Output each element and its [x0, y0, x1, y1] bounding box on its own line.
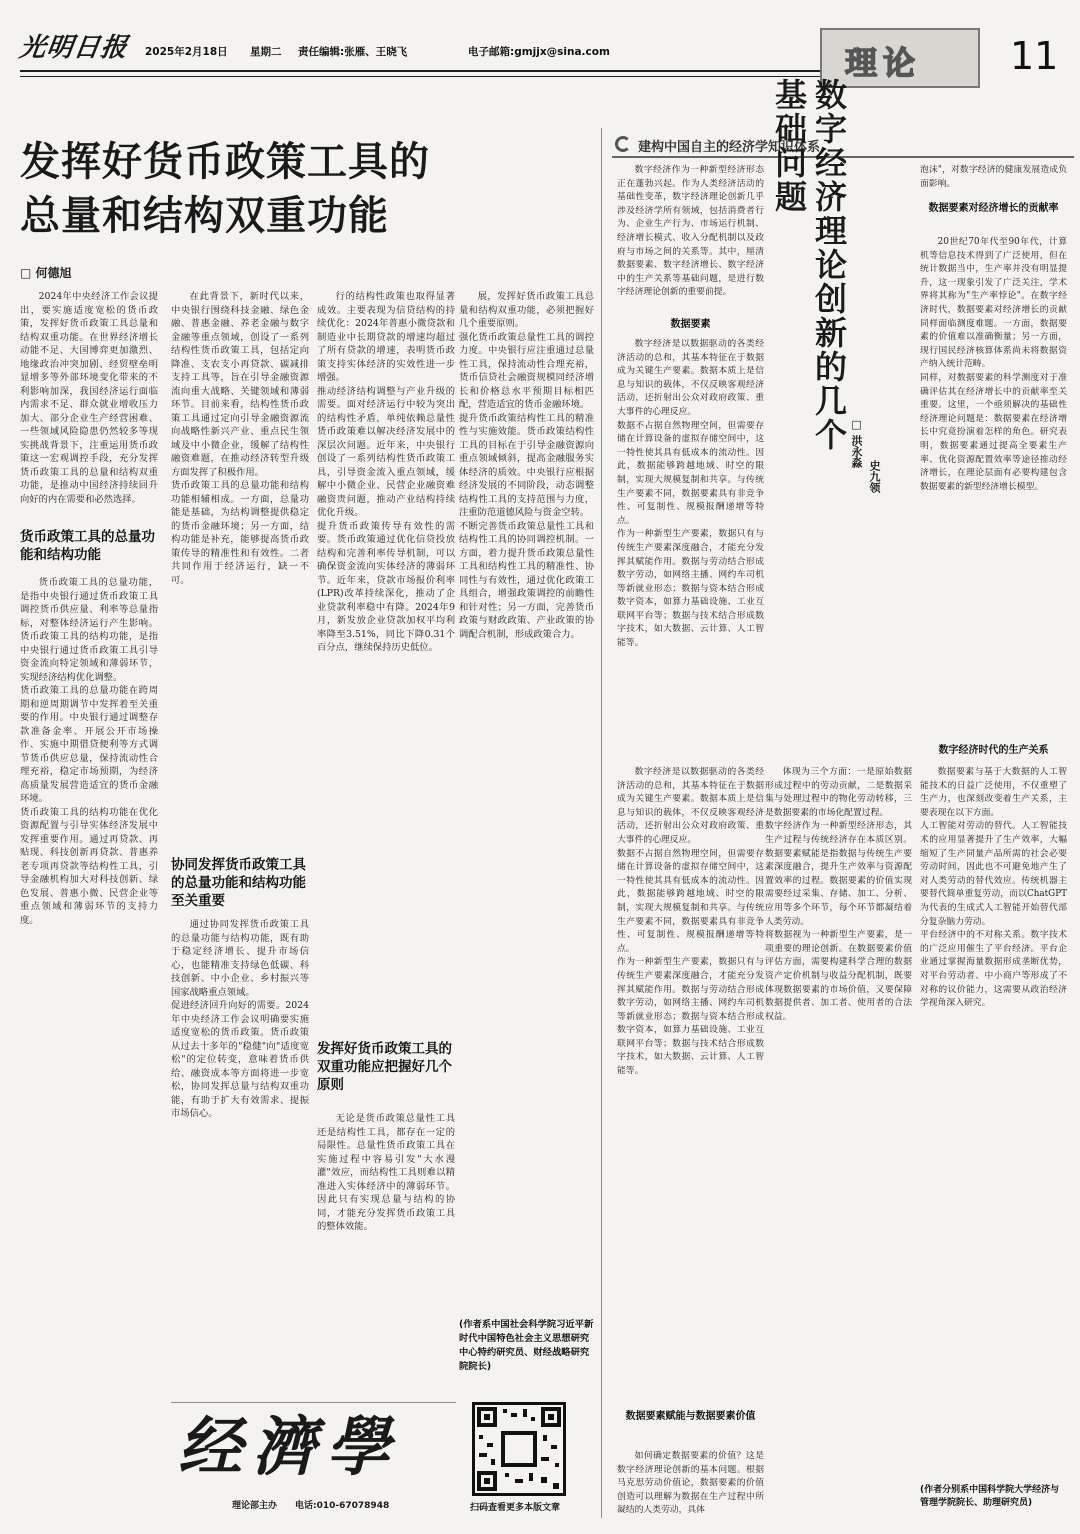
section-logo: 经濟學	[178, 1410, 400, 1485]
article-title-line2: 总量和结构双重功能	[20, 192, 389, 239]
right-subhead-3: 数字经济时代的生产关系	[938, 745, 1049, 756]
article-column-1b: 货币政策工具的总量功能，是指中央银行通过货币政策工具调控货币供应量、利率等总量指标，对整体经济运行产生影响。货币政策工具的结构功能，是指中央银行通过货币政策工具引导资金流向特定领域和薄弱环节，实现经济结构优化调整。 货币政策工具的总量功能在跨周期和逆周期调节中发挥着至关重要的作用。中央银行通过调整存款准备金率、开展公开市场操作、实施中期借贷便利等方式调节货币供应总量，保持流动性合理充裕，稳定市场预期，为经济高质量发展营造适宜的货币金融环境。 货币政策工具的结构功能在优化资源配置与引导实体经济发展中发挥重要作用。通过再贷款、再贴现、科技创新再贷款、普惠养老专项再贷款等结构性工具，引导金融机构加大对科技创新、绿色发展、普惠小微、民营企业等重点领域和薄弱环节的支持力度。	[20, 577, 158, 926]
author-credit: (作者系中国社会科学院习近平新时代中国特色社会主义思想研究中心特约研究员、财经战略研究院院长)	[459, 1319, 594, 1372]
right-article-title: 数字经济理论创新的几个基础问题	[770, 78, 848, 452]
right-column-2-top: 泡沫"，对数字经济的健康发展造成负面影响。	[920, 165, 1067, 189]
right-column-2b: 数据要素与基于大数据的人工智能技术的日益广泛使用，不仅重塑了生产力，也深刻改变着生产关系，主要表现在以下方面。 人工智能对劳动的替代。人工智能技术的应用显著提升了生产效率，大幅缩短了生产同量产品所需的社会必要劳动时间，因此也不可避免地产生了对人类劳动的替代效应。传统机器主要替代简单重复劳动，而以ChatGPT为代表的生成式人工智能开始替代部分复杂脑力劳动。 平台经济中的不对称关系。数字技术的广泛应用催生了平台经济。平台企业通过掌握海量数据形成垄断优势，对平台劳动者、中小商户等形成了不对称的议价能力，这需要从政治经济学视角深入研究。	[920, 767, 1067, 1009]
article-column-4: 展，发挥好货币政策工具总量和结构双重功能，必须把握好几个重要原则。 强化货币政策总量性工具的调控力度。中央银行应注重通过总量性工具，保持流动性合理充裕，货币信贷社会融资规模同经济增长和价格总水平预期目标相匹配，营造适宜的货币金融环境。 提升货币政策结构性工具的精准性与实施效能。货币政策结构性工具的目标在于引导金融资源向重点领域倾斜，提高金融服务实体经济的质效。中央银行应根据经济发展的不同阶段，动态调整结构性工具的支持范围与力度，注重防范道德风险与资金空转。 不断完善货币政策总量性工具和结构性工具的协同调控机制。一方面，着力提升货币政策总量性工具和结构性工具的精准性、协同性与有效性，通过优化政策工具组合，增强政策调控的前瞻性和针对性；另一方面，完善货币政策与财政政策、产业政策的协调配合机制，形成政策合力。	[459, 291, 594, 640]
right-author-1: □ 洪永淼	[850, 418, 863, 468]
right-subhead-2: 数据要素对经济增长的贡献率	[928, 203, 1059, 214]
footer-rule	[171, 1402, 456, 1403]
editor-email: 电子邮箱:gmjjx@sina.com	[468, 46, 610, 58]
banner-title: 建构中国自主的经济学知识体系	[638, 140, 821, 155]
section-name: 理论	[845, 44, 922, 82]
weekday: 星期二	[250, 46, 282, 58]
right-column-1c: 数字经济是以数据驱动的各类经济活动的总和，其基本特征在于数据成为关键生产要素。数据本质上是信息与知识的载体，不仅反映客观经济活动，还折射出公众对政府政策、重大事件的心理反应。 数据不占据自然物理空间，但需要存储在计算设备的虚拟存储空间中，这一特性使其具有低成本的流动性。因此，数据能够跨越地域、时空的限制，实现大规模复制和共享。与传统生产要素不同，数据要素具有非竞争性、可复制性、规模报酬递增等特点。 作为一种新型生产要素，数据只有与传统生产要素深度融合，才能充分发挥其赋能作用。数据与劳动结合形成数字劳动，如网络主播、网约车司机等新就业形态；数据与资本结合形成数字资本，如算力基础设施、工业互联网平台等；数据与技术结合形成数字技术，如大数据、云计算、人工智能等。	[617, 767, 764, 1077]
article-column-2: 在此背景下，新时代以来，中央银行围绕科技金融、绿色金融、普惠金融、养老金融与数字金融等重点领域，创设了一系列结构性货币政策工具，包括定向降准、支农支小再贷款、碳减排支持工具等，旨在引导金融资源流向重大战略、关键领域和薄弱环节。目前来看，结构性货币政策工具通过定向引导金融资源流向战略性新兴产业、重点民生领域及中小微企业，缓解了结构性融资难题，在推动经济转型升级方面发挥了积极作用。 货币政策工具的总量功能和结构功能相辅相成。一方面，总量功能是基础，为结构调整提供稳定的货币金融环境；另一方面，结构功能是补充，能够提高货币政策传导的精准性和有效性。二者共同作用于经济运行，缺一不可。	[171, 291, 309, 586]
right-column-3b: 如何确定数据要素的价值？这是数字经济理论创新的基本问题。根据马克思劳动价值论，数据要素的价值创造可以理解为数据在生产过程中所凝结的人类劳动，具体	[617, 1451, 764, 1516]
issue-date: 2025年2月18日	[145, 46, 228, 58]
right-column-3: 体现为三个方面：一是原始数据形成过程中的劳动贡献，二是数据采集与处理过程中的物化劳动转移，三是数据要素的市场化配置过程。 数字经济作为一种新型经济形态，其生产过程与传统经济存在本质区别。数据要素赋能是指数据与传统生产要素深度融合，提升生产效率与资源配置效率的过程。数据要素的价值实现需要经过采集、存储、加工、分析、应用等多个环节，每个环节都凝结着人类劳动。 将数据视为一种新型生产要素，是一项重要的理论创新。在数据要素价值评估方面，需要构建科学合理的数据资产定价机制与收益分配机制，既要体现数据要素的市场价值，又要保障数据提供者、加工者、使用者的合法权益。	[765, 767, 912, 1022]
masthead-rule-thin	[20, 76, 820, 77]
article-column-3: 行的结构性政策也取得显著成效。主要表现为信贷结构的持续优化：2024年普惠小微贷款和制造业中长期贷款的增速均超过了所有贷款的增速，表明货币政策支持实体经济的实效性进一步增强。 推动经济结构调整与产业升级的需要。面对经济运行中较为突出的结构性矛盾，单纯依赖总量性货币政策难以解决经济发展中的深层次问题。近年来，中央银行创设了一系列结构性货币政策工具，引导资金流入重点领域，缓解中小微企业、民营企业融资难融资贵问题，推动产业结构持续优化升级。 提升货币政策传导有效性的需要。货币政策通过优化信贷投放结构和完善利率传导机制，可以确保资金流向实体经济的薄弱环节。近年来，贷款市场报价利率(LPR)改革持续深化，推动了企业贷款利率稳中有降。2024年9月，新发放企业贷款加权平均利率降至3.51%，同比下降0.31个百分点，继续保持历史低位。	[317, 291, 455, 653]
page-number: 11	[1010, 34, 1059, 78]
sponsor: 理论部主办	[232, 1501, 278, 1511]
newspaper-logo: 光明日报	[17, 33, 130, 63]
article-column-3b: 无论是货币政策总量性工具还是结构性工具，都存在一定的局限性。总量性货币政策工具在实施过程中容易引发"大水漫灌"效应，而结构性工具则难以精准进入实体经济中的薄弱环节。因此只有实现总量与结构的协同，才能充分发挥货币政策工具的整体效能。	[317, 1113, 455, 1232]
masthead-rule	[20, 70, 820, 72]
article-column-1: 2024年中央经济工作会议提出，要实施适度宽松的货币政策，发挥好货币政策工具总量和结构双重功能。在世界经济增长动能不足、大国博弈更加激烈、地缘政治冲突加剧、经贸壁垒明显增多等外部环境变化带来的不利影响加深，我国经济运行面临内需求不足、群众就业增收压力加大、部分企业生产经营困难、一些领域风险隐患仍然较多等现实挑战背景下，注重运用货币政策这一宏观调控手段，充分发挥货币政策工具的总量和结构双重功能，是推动中国经济持续回升向好的内在需要和必然选择。	[20, 291, 158, 505]
subhead-2: 协同发挥货币政策工具的总量功能和结构功能至关重要	[171, 857, 306, 909]
phone: 电话:010-67078948	[295, 1501, 390, 1511]
right-subhead-4: 数据要素赋能与数据要素价值	[625, 1411, 756, 1422]
right-column-1: 数字经济作为一种新型经济形态正在蓬勃兴起。作为人类经济活动的基础性变革，数字经济理论创新几乎涉及经济学所有领域，包括消费者行为、企业生产行为、市场运行机制、经济增长模式、收入分配机制以及政府与市场之间的关系等。其中，厘清数据要素、数字经济增长、数字经济中的生产关系等基础问题，是进行数字经济理论创新的重要前提。	[617, 165, 764, 298]
article-title-line1: 发挥好货币政策工具的	[20, 138, 430, 185]
right-column-1b: 数字经济是以数据驱动的各类经济活动的总和，其基本特征在于数据成为关键生产要素。数据本质上是信息与知识的载体，不仅反映客观经济活动，还折射出公众对政府政策、重大事件的心理反应。 数据不占据自然物理空间，但需要存储在计算设备的虚拟存储空间中，这一特性使其具有低成本的流动性。因此，数据能够跨越地域、时空的限制，实现大规模复制和共享。与传统生产要素不同，数据要素具有非竞争性、可复制性、规模报酬递增等特点。 作为一种新型生产要素，数据只有与传统生产要素深度融合，才能充分发挥其赋能作用。数据与劳动结合形成数字劳动，如网络主播、网约车司机等新就业形态；数据与资本结合形成数字资本，如算力基础设施、工业互联网平台等；数据与技术结合形成数字技术，如大数据、云计算、人工智能等。	[617, 339, 764, 649]
article-author: □ 何德旭	[20, 266, 72, 280]
right-column-2a: 20世纪70年代至90年代，计算机等信息技术得到了广泛使用，但在统计数据当中，生产率并没有明显提升，这一现象引发了广泛关注，学术界将其称为"生产率悖论"。在数字经济时代，数据要素对经济增长的贡献同样面临测度难题。一方面，数据要素的价值难以准确衡量；另一方面，现行国民经济核算体系尚未将数据资产纳入统计范畴。 同样，对数据要素的科学测度对于准确评估其在经济增长中的贡献率至关重要。这里，一个亟须解决的基础性经济理论问题是：数据要素在经济增长中究竟扮演着怎样的角色。研究表明，数据要素通过提高全要素生产率、优化资源配置效率等途径推动经济增长，在理论层面有必要构建包含数据要素的新型经济增长模型。	[920, 237, 1067, 492]
column-divider	[601, 128, 602, 1518]
banner-icon	[615, 136, 631, 152]
right-author-2: 史九领	[868, 460, 881, 493]
editors: 责任编辑:张雁、王晓飞	[298, 46, 408, 58]
article-column-2b: 通过协同发挥货币政策工具的总量功能与结构功能，既有助于稳定经济增长、提升市场信心，也能精准支持绿色低碳、科技创新、中小企业、乡村振兴等国家战略重点领域。 促进经济回升向好的需要。2024年中央经济工作会议明确要实施适度宽松的货币政策。货币政策从过去十多年的"稳健"向"适度宽松"的定位转变，意味着货币供给、融资成本等方面将进一步宽松，协同发挥总量与结构双重功能，有助于扩大有效需求、提振市场信心。	[171, 919, 309, 1119]
right-author-credit: (作者分别系中国科学院大学经济与管理学院院长、助理研究员)	[920, 1485, 1060, 1508]
qr-caption: 扫码查看更多本版文章	[470, 1503, 561, 1513]
subhead-1: 货币政策工具的总量功能和结构功能	[20, 529, 155, 563]
subhead-3: 发挥好货币政策工具的双重功能应把握好几个原则	[317, 1041, 452, 1093]
qr-code[interactable]	[472, 1402, 566, 1496]
right-subhead-1: 数据要素	[670, 319, 711, 330]
